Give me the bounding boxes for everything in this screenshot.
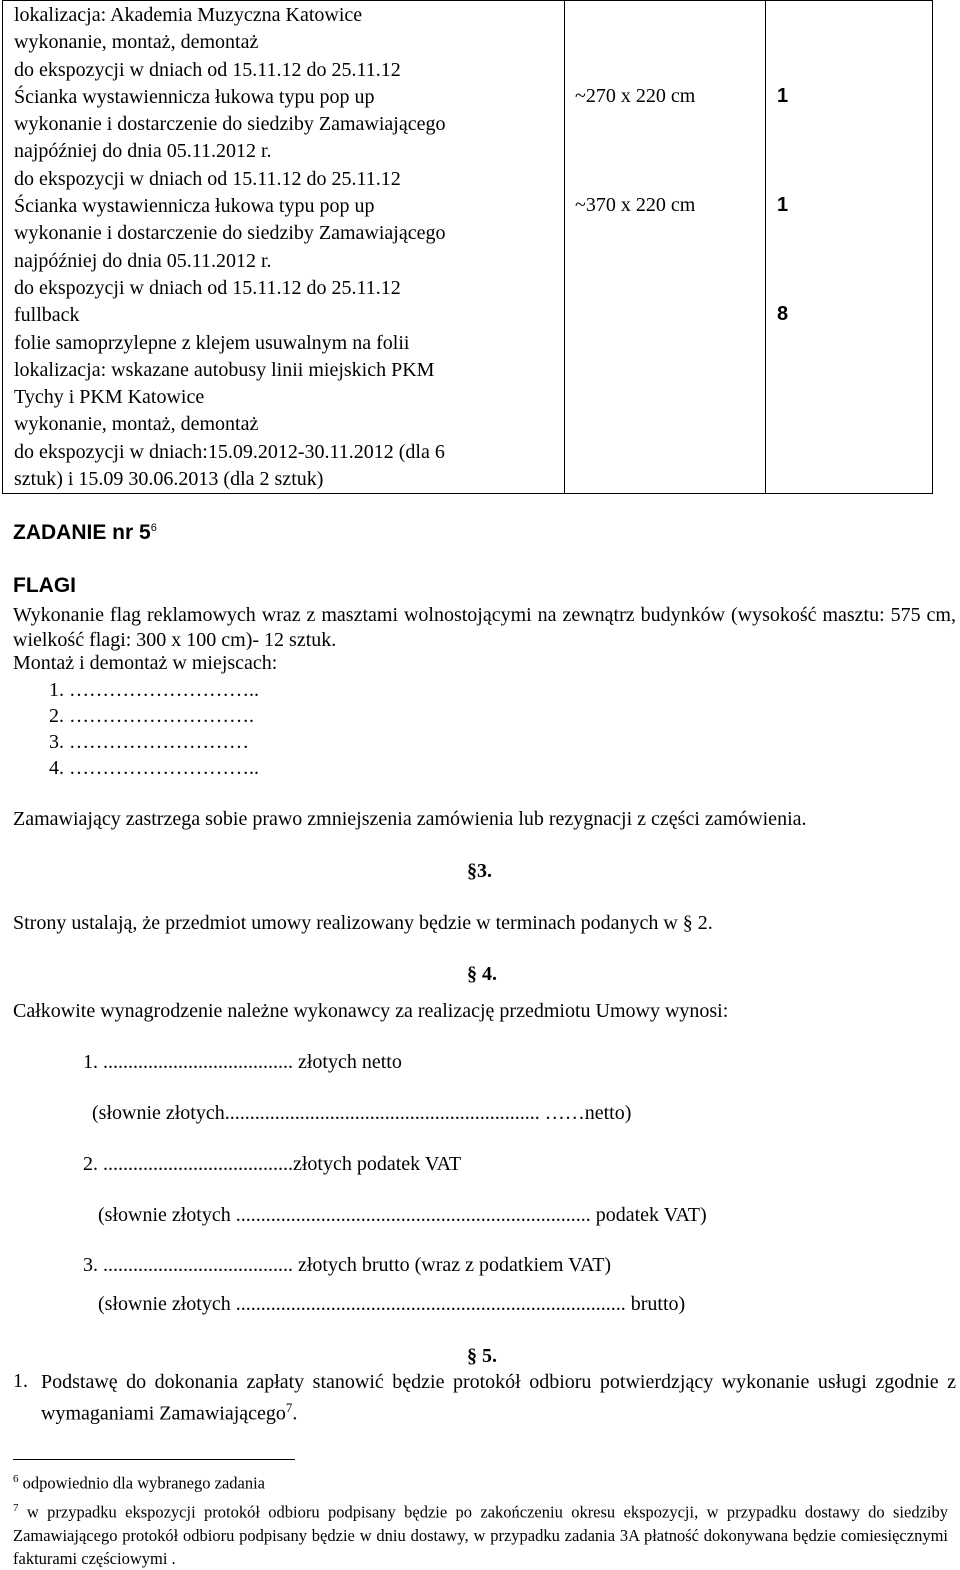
amount-vat-words: (słownie złotych ....................................................................... podatek VAT) — [98, 1204, 707, 1226]
section-3-heading: §3. — [467, 860, 492, 882]
desc-line: sztuk) i 15.09 30.06.2013 (dla 2 sztuk) — [14, 468, 324, 491]
amount-vat: 2. ......................................złotych podatek VAT — [83, 1153, 462, 1175]
desc-line: Ścianka wystawiennicza łukowa typu pop up — [14, 195, 375, 218]
desc-line: folie samoprzylepne z klejem usuwalnym na folii — [14, 331, 410, 354]
place-item: 4. ……………………….. — [49, 757, 259, 779]
places-label: Montaż i demontaż w miejscach: — [13, 652, 278, 674]
amount-net: 1. ...................................... złotych netto — [83, 1051, 402, 1073]
place-item: 2. ………………………. — [49, 705, 254, 727]
footnote-ref: 6 — [150, 522, 157, 534]
description-cell — [3, 1, 565, 494]
desc-line: lokalizacja: Akademia Muzyczna Katowice — [14, 4, 363, 26]
desc-line: do ekspozycji w dniach od 15.11.12 do 25.11.12 — [14, 276, 401, 299]
section-5-item — [41, 1370, 956, 1427]
section-5-item-number: 1. — [13, 1370, 28, 1392]
amount-gross: 3. ...................................... złotych brutto (wraz z podatkiem VAT) — [83, 1254, 612, 1276]
desc-line: najpóźniej do dnia 05.11.2012 r. — [14, 140, 272, 163]
footnote-text: odpowiednio dla wybranego zadania — [22, 1473, 266, 1493]
dimension-row-2: ~370 x 220 cm — [575, 194, 696, 216]
desc-line: najpóźniej do dnia 05.11.2012 r. — [14, 249, 272, 272]
section-3-text: Strony ustalają, że przedmiot umowy realizowany będzie w terminach podanych w § 2. — [13, 912, 713, 934]
section-5-item-end: . — [292, 1402, 298, 1425]
desc-line: wykonanie i dostarczenie do siedziby Zamawiającego — [14, 222, 446, 245]
desc-line: wykonanie, montaż, demontaż — [14, 31, 259, 54]
place-item: 3. ……………………… — [49, 731, 249, 753]
quantity-row-1: 1 — [777, 85, 789, 107]
section-5-heading: § 5. — [467, 1345, 497, 1367]
flags-title: FLAGI — [13, 574, 76, 597]
section-5-item-text: Podstawę do dokonania zapłaty stanowić będzie protokół odbioru potwierdzjący wykonanie usługi zgodnie z wymaganiami Zamawiającego — [41, 1371, 956, 1425]
quantity-row-2: 1 — [777, 194, 789, 216]
task-heading — [13, 521, 157, 545]
specification-table — [2, 0, 933, 494]
dimension-row-1: ~270 x 220 cm — [575, 85, 696, 107]
footnote-7 — [13, 1497, 948, 1570]
table-row — [3, 1, 933, 494]
reservation-text: Zamawiający zastrzega sobie prawo zmniejszenia zamówienia lub rezygnacji z części zamówienia. — [13, 808, 807, 830]
desc-line: fullback — [14, 304, 80, 327]
amount-net-words: (słownie złotych............................................................... ……netto) — [92, 1102, 632, 1124]
footnote-text: w przypadku ekspozycji protokół odbioru podpisany będzie po zakończeniu okresu ekspozycji, w przypadku dostawy do siedziby Zamawiającego protokół odbioru podpisany będzie w dniu dostawy, w przypadku zadania 3A płatność dokonywana będzie comiesięcznymi fakturami częściowymi . — [13, 1502, 948, 1568]
footnote-mark: 6 — [13, 1473, 19, 1485]
desc-line: Tychy i PKM Katowice — [14, 386, 205, 409]
footnote-mark: 7 — [13, 1502, 19, 1514]
section-4-heading: § 4. — [467, 963, 497, 985]
section-4-intro: Całkowite wynagrodzenie należne wykonawcy za realizację przedmiotu Umowy wynosi: — [13, 1000, 729, 1022]
quantity-row-3: 8 — [777, 303, 789, 325]
desc-line: do ekspozycji w dniach od 15.11.12 do 25.11.12 — [14, 58, 401, 81]
desc-line: wykonanie i dostarczenie do siedziby Zamawiającego — [14, 113, 446, 136]
quantity-cell — [766, 1, 933, 494]
desc-line: do ekspozycji w dniach:15.09.2012-30.11.2012 (dla 6 — [14, 440, 445, 463]
task-heading-label: ZADANIE nr 5 — [13, 521, 151, 544]
dimension-cell — [565, 1, 766, 494]
amount-gross-words: (słownie złotych .............................................................................. brutto) — [98, 1293, 686, 1315]
footnote-ref: 7 — [285, 1400, 293, 1415]
flags-description: Wykonanie flag reklamowych wraz z masztami wolnostojącymi na zewnątrz budynków (wysokość masztu: 575 cm, wielkość flagi: 300 x 100 cm)- 12 sztuk. — [13, 604, 956, 651]
footnote-divider — [13, 1459, 295, 1460]
desc-line: Ścianka wystawiennicza łukowa typu pop up — [14, 85, 375, 108]
desc-line: lokalizacja: wskazane autobusy linii miejskich PKM — [14, 358, 435, 381]
footnote-6 — [13, 1473, 265, 1494]
desc-line: do ekspozycji w dniach od 15.11.12 do 25.11.12 — [14, 167, 401, 190]
desc-line: wykonanie, montaż, demontaż — [14, 413, 259, 436]
place-item: 1. ……………………….. — [49, 679, 259, 701]
